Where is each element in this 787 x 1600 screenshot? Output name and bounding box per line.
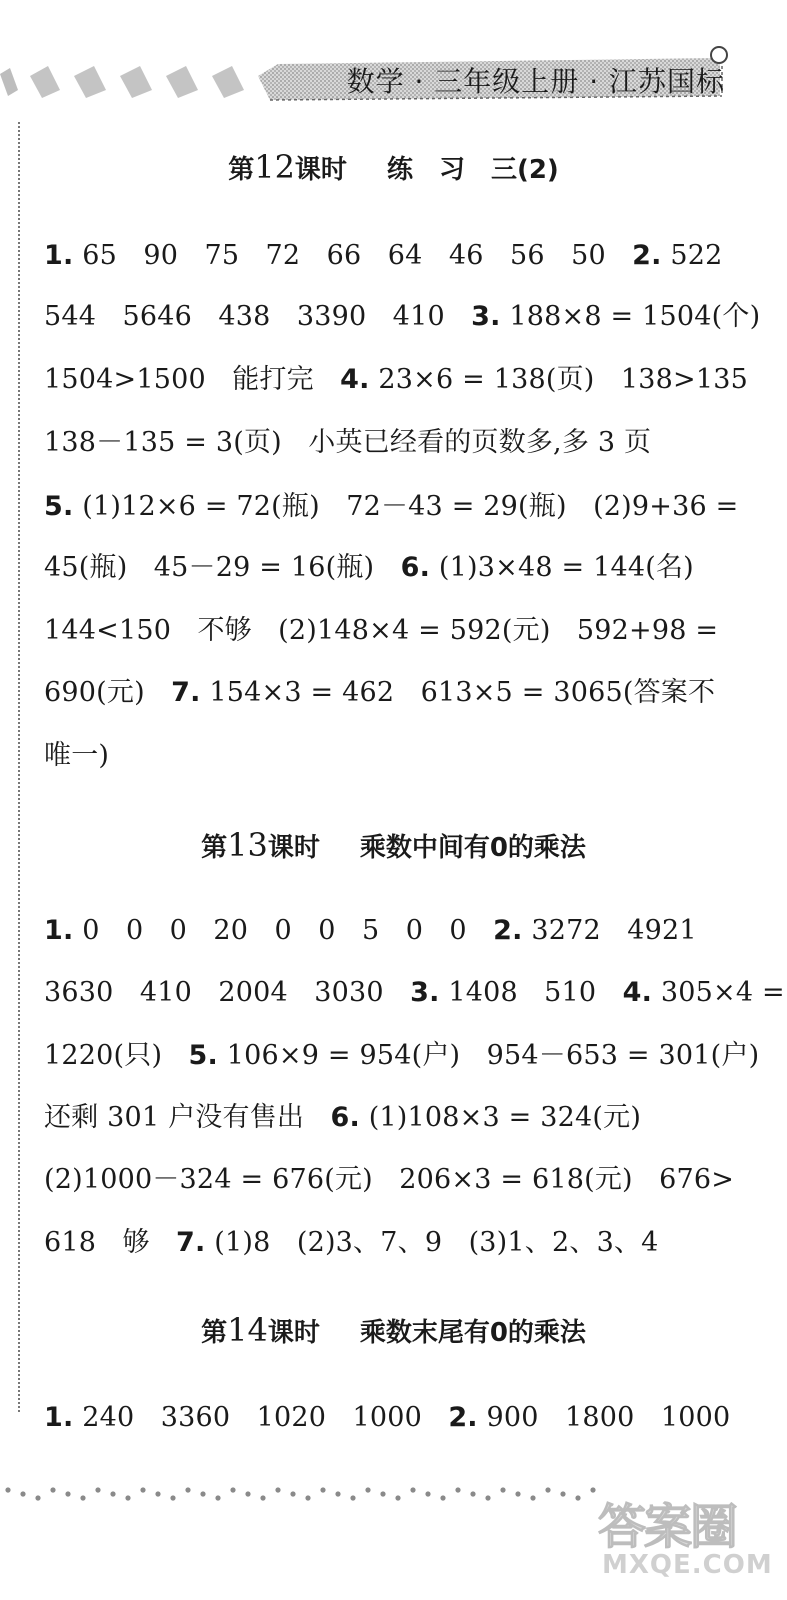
answer-text: 65 90 75 72 66 64 46 56 50 xyxy=(73,240,633,271)
border-dot xyxy=(365,1487,370,1492)
border-dot xyxy=(425,1491,430,1496)
border-dot xyxy=(530,1495,535,1500)
border-dot xyxy=(155,1491,160,1496)
border-dot xyxy=(65,1491,70,1496)
answer-line xyxy=(44,675,715,711)
answer-line xyxy=(44,362,748,398)
question-number: 7. xyxy=(176,1227,206,1258)
answer-line xyxy=(44,1038,759,1074)
answer-line: (2)1000－324 = 676(元) 206×3 = 618(元) 676> xyxy=(44,1164,735,1195)
question-number: 2. xyxy=(493,915,523,946)
answer-text: 618 够 xyxy=(44,1227,177,1258)
border-dot xyxy=(410,1487,415,1492)
answer-line: 138－135 = 3(页) 小英已经看的页数多,多 3 页 xyxy=(44,427,652,458)
answer-text: 900 1800 1000 xyxy=(477,1402,731,1433)
border-dot xyxy=(515,1491,520,1496)
question-number: 1. xyxy=(44,915,74,946)
watermark-text: 答案圈 xyxy=(598,1499,737,1555)
border-dot xyxy=(215,1495,220,1500)
section-name: 练 习 三(2) xyxy=(386,155,559,185)
border-dot xyxy=(185,1487,190,1492)
border-dot xyxy=(275,1487,280,1492)
answer-text: 还剩 301 户没有售出 xyxy=(44,1102,331,1133)
border-dot xyxy=(50,1487,55,1492)
answer-line xyxy=(44,238,723,274)
answer-text: 305×4 = xyxy=(652,977,785,1008)
border-dot xyxy=(455,1487,460,1492)
section-suffix: 课时 xyxy=(267,1318,320,1348)
border-dot xyxy=(170,1495,175,1500)
answer-text: (1)3×48 = 144(名) xyxy=(430,552,694,583)
border-dot xyxy=(95,1487,100,1492)
answer-text: (1)108×3 = 324(元) xyxy=(359,1102,642,1133)
border-dot xyxy=(290,1491,295,1496)
answer-text: 1504>1500 能打完 xyxy=(44,364,341,395)
border-dot xyxy=(20,1491,25,1496)
border-dot xyxy=(230,1487,235,1492)
question-number: 5. xyxy=(44,491,74,522)
border-dot xyxy=(335,1491,340,1496)
question-number: 4. xyxy=(622,977,653,1008)
border-dot xyxy=(500,1487,505,1492)
border-dot xyxy=(485,1495,490,1500)
answer-text: 45(瓶) 45－29 = 16(瓶) xyxy=(44,552,401,583)
answer-line xyxy=(44,1400,730,1436)
border-dot xyxy=(470,1491,475,1496)
section-prefix: 第 xyxy=(201,833,228,863)
border-dot xyxy=(245,1491,250,1496)
border-dot xyxy=(560,1491,565,1496)
answer-text: 3630 410 2004 3030 xyxy=(44,977,411,1008)
answer-text: 188×8 = 1504(个) xyxy=(500,301,761,332)
answer-text: 0 0 0 20 0 0 5 0 0 xyxy=(73,915,494,946)
section-title-12 xyxy=(0,148,787,186)
section-number: 12 xyxy=(254,148,295,186)
section-prefix: 第 xyxy=(228,155,255,185)
border-dot xyxy=(395,1495,400,1500)
answer-text: 240 3360 1020 1000 xyxy=(73,1402,449,1433)
watermark-url: MXQE.COM xyxy=(602,1550,773,1580)
answer-line xyxy=(44,1225,659,1261)
answer-text: 690(元) xyxy=(44,677,172,708)
section-name: 乘数中间有0的乘法 xyxy=(359,833,586,863)
border-dot xyxy=(200,1491,205,1496)
border-dot xyxy=(575,1495,580,1500)
question-number: 4. xyxy=(340,364,370,395)
left-margin-rule xyxy=(18,122,20,1412)
section-prefix: 第 xyxy=(201,1318,228,1348)
answer-line: 144<150 不够 (2)148×4 = 592(元) 592+98 = xyxy=(44,615,719,646)
answer-line xyxy=(44,550,694,586)
header-title: 数学 · 三年级上册 · 江苏国标 xyxy=(346,65,725,98)
answer-line xyxy=(44,489,738,525)
question-number: 5. xyxy=(188,1040,218,1071)
border-dot xyxy=(380,1491,385,1496)
border-dot xyxy=(305,1495,310,1500)
section-title-13 xyxy=(0,826,787,864)
question-number: 1. xyxy=(44,240,74,271)
answer-text: 544 5646 438 3390 410 xyxy=(44,301,472,332)
border-dot xyxy=(350,1495,355,1500)
watermark-logo xyxy=(598,1488,773,1588)
border-dot xyxy=(545,1487,550,1492)
answer-line xyxy=(44,975,785,1011)
border-dot xyxy=(440,1495,445,1500)
border-dot xyxy=(260,1495,265,1500)
question-number: 1. xyxy=(44,1402,74,1433)
answer-text: 154×3 = 462 613×5 = 3065(答案不 xyxy=(200,677,716,708)
border-dot xyxy=(320,1487,325,1492)
border-dot xyxy=(140,1487,145,1492)
border-dot xyxy=(5,1487,10,1492)
border-dot xyxy=(125,1495,130,1500)
question-number: 3. xyxy=(410,977,440,1008)
answer-line xyxy=(44,1100,641,1136)
answer-text: 1408 510 xyxy=(439,977,623,1008)
question-number: 6. xyxy=(400,552,431,583)
answer-line xyxy=(44,913,697,949)
border-dot xyxy=(35,1495,40,1500)
section-name: 乘数末尾有0的乘法 xyxy=(359,1318,586,1348)
question-number: 7. xyxy=(171,677,201,708)
section-title-14 xyxy=(0,1311,787,1349)
section-suffix: 课时 xyxy=(267,833,320,863)
section-suffix: 课时 xyxy=(294,155,347,185)
section-number: 14 xyxy=(227,1311,268,1349)
answer-line: 唯一) xyxy=(44,740,110,771)
border-dot xyxy=(590,1487,595,1492)
answer-text: 1220(只) xyxy=(44,1040,189,1071)
answer-text: 522 xyxy=(661,240,723,271)
question-number: 6. xyxy=(330,1102,360,1133)
answer-text: 23×6 = 138(页) 138>135 xyxy=(369,364,748,395)
question-number: 3. xyxy=(471,301,501,332)
answer-text: (1)12×6 = 72(瓶) 72－43 = 29(瓶) (2)9+36 = xyxy=(73,491,739,522)
answer-text: 106×9 = 954(户) 954－653 = 301(户) xyxy=(217,1040,760,1071)
border-dot xyxy=(80,1495,85,1500)
answer-text: (1)8 (2)3、7、9 (3)1、2、3、4 xyxy=(205,1227,659,1258)
section-number: 13 xyxy=(227,826,268,864)
answer-line xyxy=(44,299,760,335)
answer-text: 3272 4921 xyxy=(522,915,697,946)
question-number: 2. xyxy=(632,240,662,271)
border-dot xyxy=(110,1491,115,1496)
question-number: 2. xyxy=(448,1402,478,1433)
